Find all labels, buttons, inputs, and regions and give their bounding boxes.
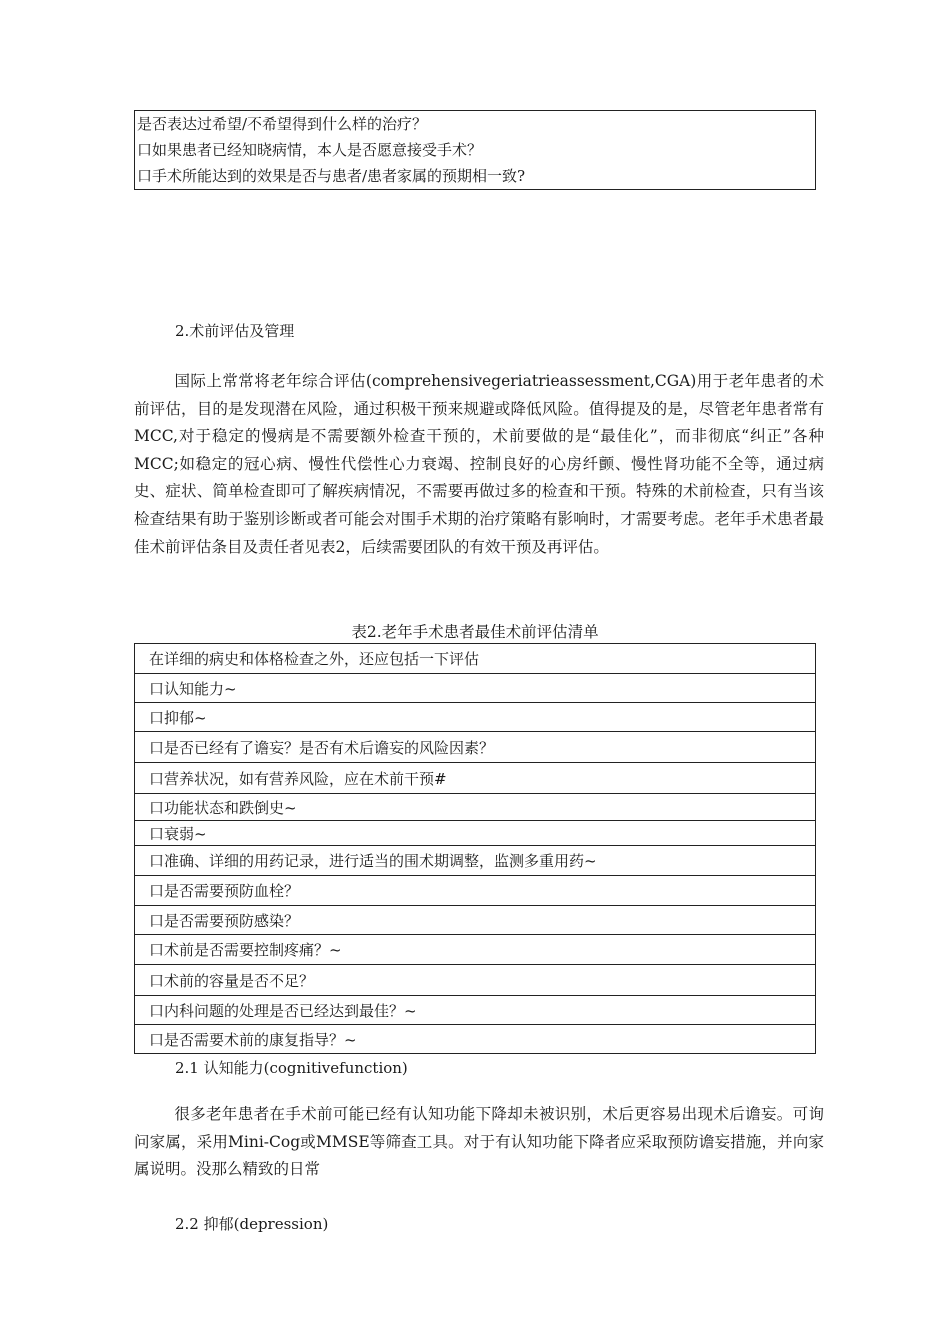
table-row: 口是否已经有了谵妄？是否有术后谵妄的风险因素？ bbox=[135, 732, 815, 763]
subsection-heading: 2.1 认知能力(cognitivefunction) bbox=[175, 1059, 408, 1077]
table-row: 口功能状态和跌倒史~ bbox=[135, 794, 815, 821]
table-row: 口抑郁~ bbox=[135, 703, 815, 732]
table-row: 口认知能力~ bbox=[135, 674, 815, 703]
section-heading: 2.术前评估及管理 bbox=[175, 322, 295, 340]
table-row: 口术前的容量是否不足？ bbox=[135, 965, 815, 996]
subsection-paragraph bbox=[134, 1101, 824, 1184]
table-row: 口手术所能达到的效果是否与患者/患者家属的预期相一致? bbox=[137, 167, 526, 185]
table-row: 口如果患者已经知晓病情，本人是否愿意接受手术？ bbox=[137, 141, 483, 159]
table-row: 口是否需要预防感染？ bbox=[135, 906, 815, 935]
subsection-heading: 2.2 抑郁(depression) bbox=[175, 1215, 329, 1233]
table-caption: 表2.老年手术患者最佳术前评估清单 bbox=[351, 623, 599, 641]
table-row: 口准确、详细的用药记录，进行适当的围术期调整，监测多重用药~ bbox=[135, 846, 815, 876]
table-row: 是否表达过希望/不希望得到什么样的治疗？ bbox=[137, 115, 428, 133]
table-row: 口是否需要预防血栓？ bbox=[135, 876, 815, 906]
table-row: 口衰弱~ bbox=[135, 821, 815, 846]
table-row: 在详细的病史和体格检查之外，还应包括一下评估 bbox=[135, 644, 815, 674]
assessment-checklist-table bbox=[134, 643, 816, 1054]
table-row: 口术前是否需要控制疼痛？~ bbox=[135, 935, 815, 965]
table-row: 口营养状况，如有营养风险，应在术前干预# bbox=[135, 763, 815, 794]
section-paragraph bbox=[134, 368, 824, 561]
top-checklist-table bbox=[134, 110, 816, 190]
table-row: 口内科问题的处理是否已经达到最佳？~ bbox=[135, 996, 815, 1025]
paragraph-text: 很多老年患者在手术前可能已经有认知功能下降却未被识别，术后更容易出现术后谵妄。可询问家属，采用Mini-Cog或MMSE等筛查工具。对于有认知功能下降者应采取预防谵妄措施，并向家属说明。没那么精致的日常 bbox=[134, 1105, 824, 1179]
paragraph-text: 国际上常常将老年综合评估(comprehensivegeriatrieassessment,CGA)用于老年患者的术前评估，目的是发现潜在风险，通过积极干预来规避或降低风险。值得提及的是，尽管老年患者常有MCC,对于稳定的慢病是不需要额外检查干预的，术前要做的是“最佳化”，而非彻底“纠正”各种MCC;如稳定的冠心病、慢性代偿性心力衰竭、控制良好的心房纤颤、慢性肾功能不全等，通过病史、症状、简单检查即可了解疾病情况，不需要再做过多的检查和干预。特殊的术前检查，只有当该检查结果有助于鉴别诊断或者可能会对围手术期的治疗策略有影响时，才需要考虑。老年手术患者最佳术前评估条目及责任者见表2，后续需要团队的有效干预及再评估。 bbox=[134, 372, 824, 556]
table-row: 口是否需要术前的康复指导？~ bbox=[149, 1030, 357, 1049]
